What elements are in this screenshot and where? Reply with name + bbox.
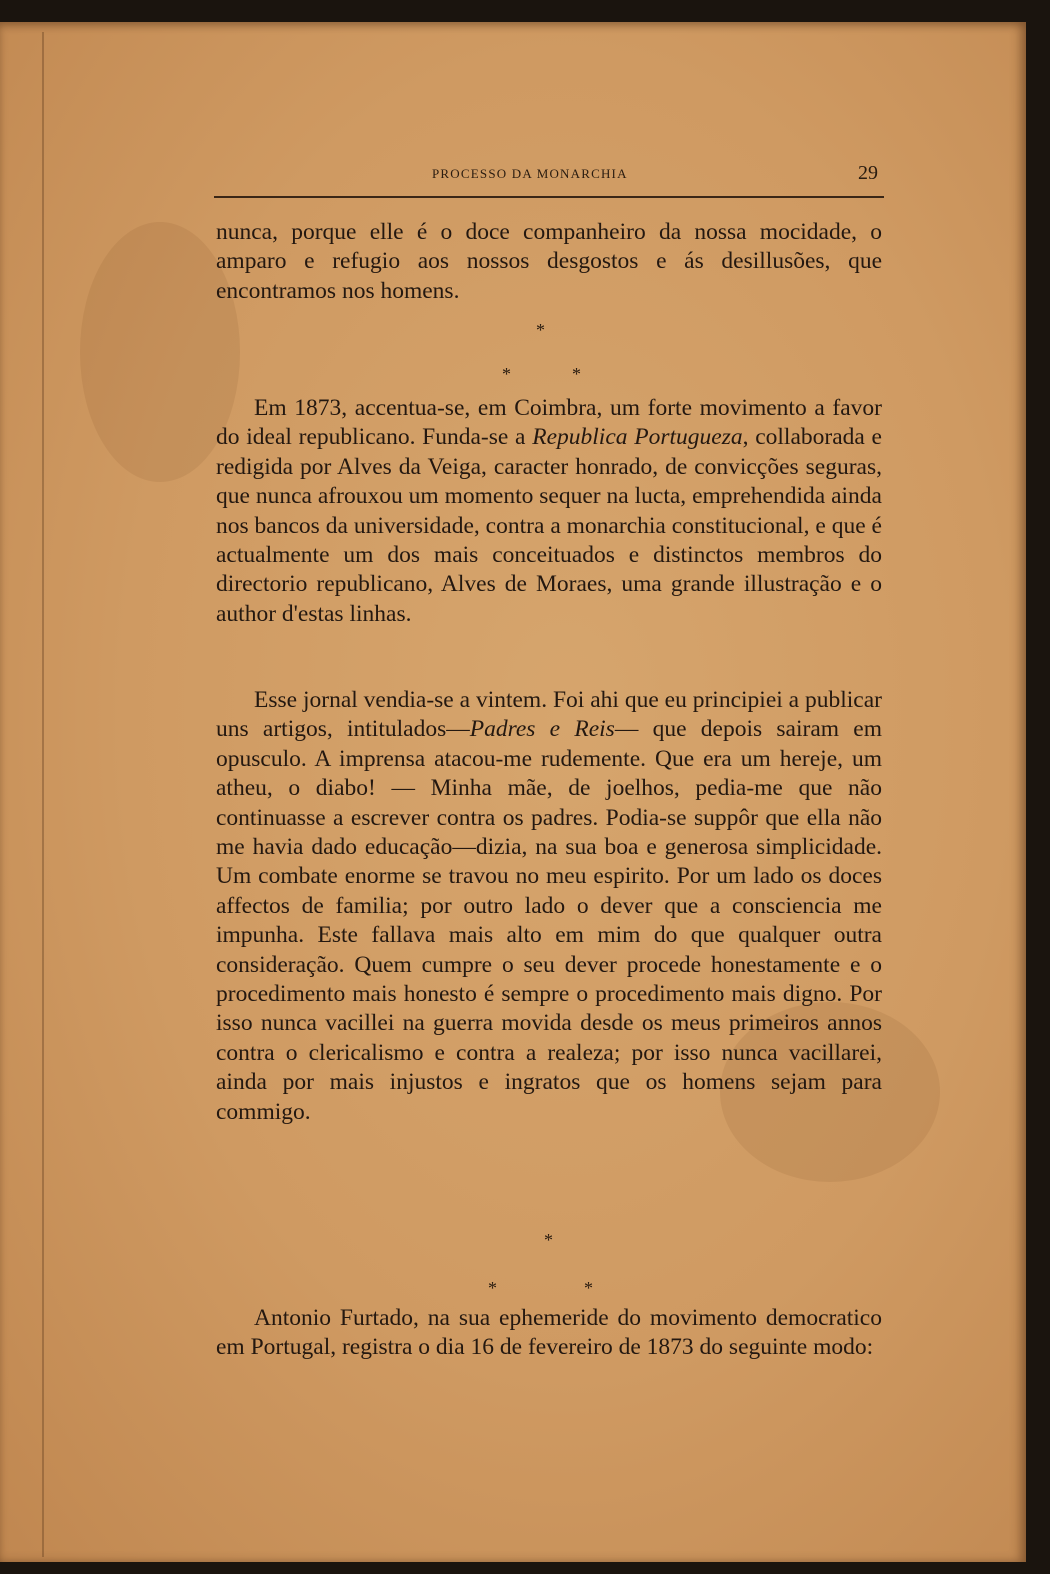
paragraph-text: Antonio Furtado, na sua ephemeride do movimento democratico em Portugal, registra o dia 16 de fevereiro de 1873 do seguinte modo: <box>216 1305 882 1361</box>
paragraph-text: nunca, porque elle é o doce companheiro da nossa mocidade, o amparo e refugio aos nossos desgostos e ás desillusões, que encontramos nos homens. <box>216 219 882 304</box>
asterism-star: * <box>502 364 511 384</box>
paragraph-text: — que depois sairam em opusculo. A imprensa atacou-me rudemente. Que era um hereje, um atheu, o diabo! — Minha mãe, de joelhos, pedia-me que não continuasse a escrever contra os padres. Podia-se suppôr que ella não me havia dado educação—dizia, na sua boa e generosa simplicidade. Um combate enorme se travou no meu espirito. Por um lado os doces affectos de familia; por outro lado o dever que a consciencia me impunha. Este fallava mais alto em mim do que qualquer outra consideração. Quem cumpre o seu dever procede honestamente e o procedimento mais honesto é sempre o procedimento mais digno. Por isso nunca vacillei na guerra movida desde os meus primeiros annos contra o clericalismo e contra a realeza; por isso nunca vacillarei, ainda por mais injustos e ingratos que os homens sejam para commigo. <box>216 716 882 1125</box>
paragraph-text: , collaborada e redigida por Alves da Veiga, caracter honrado, de convicções seguras, que nunca afrouxou um momento sequer na lucta, emprehendida ainda nos bancos da universidade, contra a monarchia constitucional, e que é actualmente um dos mais conceituados e distinctos membros do directorio republicano, Alves de Moraes, uma grande illustração e o author d'estas linhas. <box>216 424 882 627</box>
book-page <box>0 22 1026 1562</box>
paragraph-3 <box>216 686 882 1127</box>
page-header <box>216 162 884 202</box>
page-edge <box>42 32 44 1557</box>
asterism-star: * <box>488 1278 497 1298</box>
paragraph-4 <box>216 1304 882 1363</box>
asterism-star: * <box>584 1278 593 1298</box>
page-number: 29 <box>858 162 878 184</box>
paragraph-1 <box>216 218 882 306</box>
paragraph-text: Esse jornal vendia-se a vintem. Foi ahi que eu principiei a publicar uns artigos, intitulados— <box>216 687 882 743</box>
running-title: PROCESSO DA MONARCHIA <box>432 166 628 181</box>
pamphlet-title: Padres e Reis <box>469 716 615 743</box>
newspaper-title: Republica Portugueza <box>532 424 743 451</box>
paragraph-text: Em 1873, accentua-se, em Coimbra, um forte movimento a favor do ideal republicano. Funda-se a <box>216 395 882 451</box>
paragraph-2 <box>216 394 882 629</box>
asterism-star: * <box>536 320 545 340</box>
asterism-star: * <box>544 1230 553 1250</box>
header-rule <box>214 196 884 198</box>
asterism-star: * <box>572 364 581 384</box>
